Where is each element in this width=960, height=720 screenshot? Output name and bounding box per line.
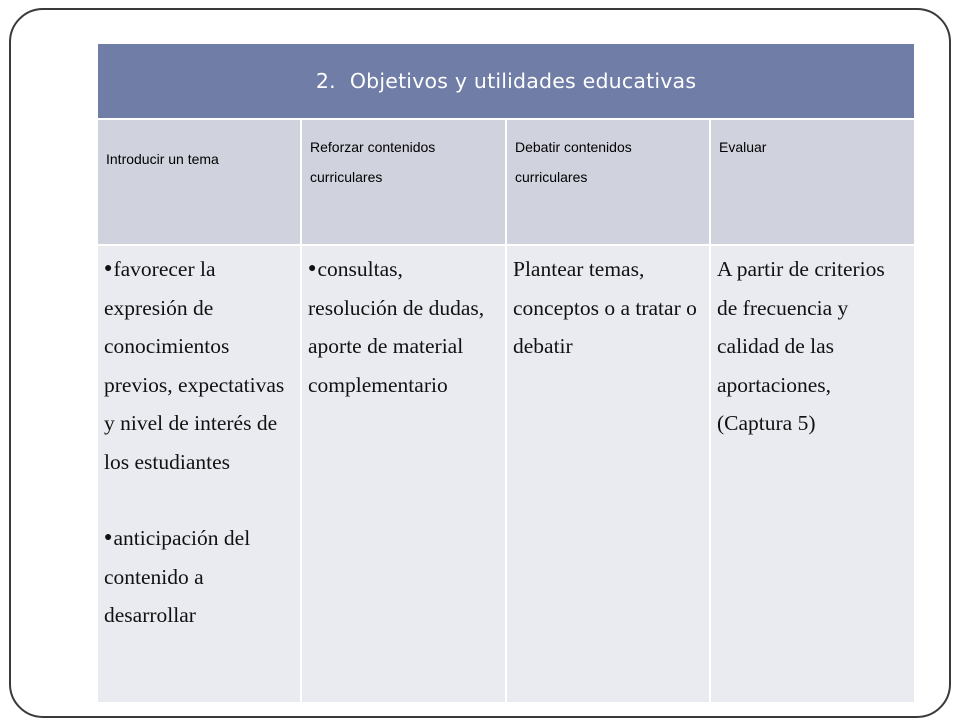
title-row <box>97 43 914 119</box>
header-debatir: Debatir contenidos curriculares <box>506 119 710 245</box>
cell-introducir <box>97 245 301 702</box>
bullet-item <box>104 250 292 481</box>
header-reforzar: Reforzar contenidos curriculares <box>301 119 506 245</box>
objectives-table <box>96 42 914 702</box>
bullet-item <box>308 250 497 404</box>
cell-reforzar <box>301 245 506 702</box>
table-title <box>97 43 914 119</box>
bullet-item <box>104 519 292 635</box>
objectives-table-container <box>96 42 914 702</box>
title-text: Objetivos y utilidades educativas <box>349 69 697 93</box>
bullet-text: consultas, resolución de dudas, aporte de material complementario <box>308 257 485 397</box>
body-row <box>97 245 914 702</box>
bullet-dot-icon: ● <box>308 261 317 276</box>
header-row <box>97 119 914 245</box>
bullet-dot-icon: ● <box>104 530 113 545</box>
bullet-text: favorecer la expresión de conocimientos previos, expectativas y nivel de interés de los estudiantes <box>104 257 285 474</box>
cell-evaluar <box>710 245 914 702</box>
header-evaluar: Evaluar <box>710 119 914 245</box>
header-introducir: Introducir un tema <box>97 119 301 245</box>
title-number: 2. <box>315 69 336 93</box>
cell-text: Plantear temas, conceptos o a tratar o debatir <box>513 257 697 358</box>
bullet-text: anticipación del contenido a desarrollar <box>104 526 251 627</box>
cell-debatir <box>506 245 710 702</box>
bullet-dot-icon: ● <box>104 261 113 276</box>
cell-text: A partir de criterios de frecuencia y calidad de las aportaciones, (Captura 5) <box>717 257 885 435</box>
